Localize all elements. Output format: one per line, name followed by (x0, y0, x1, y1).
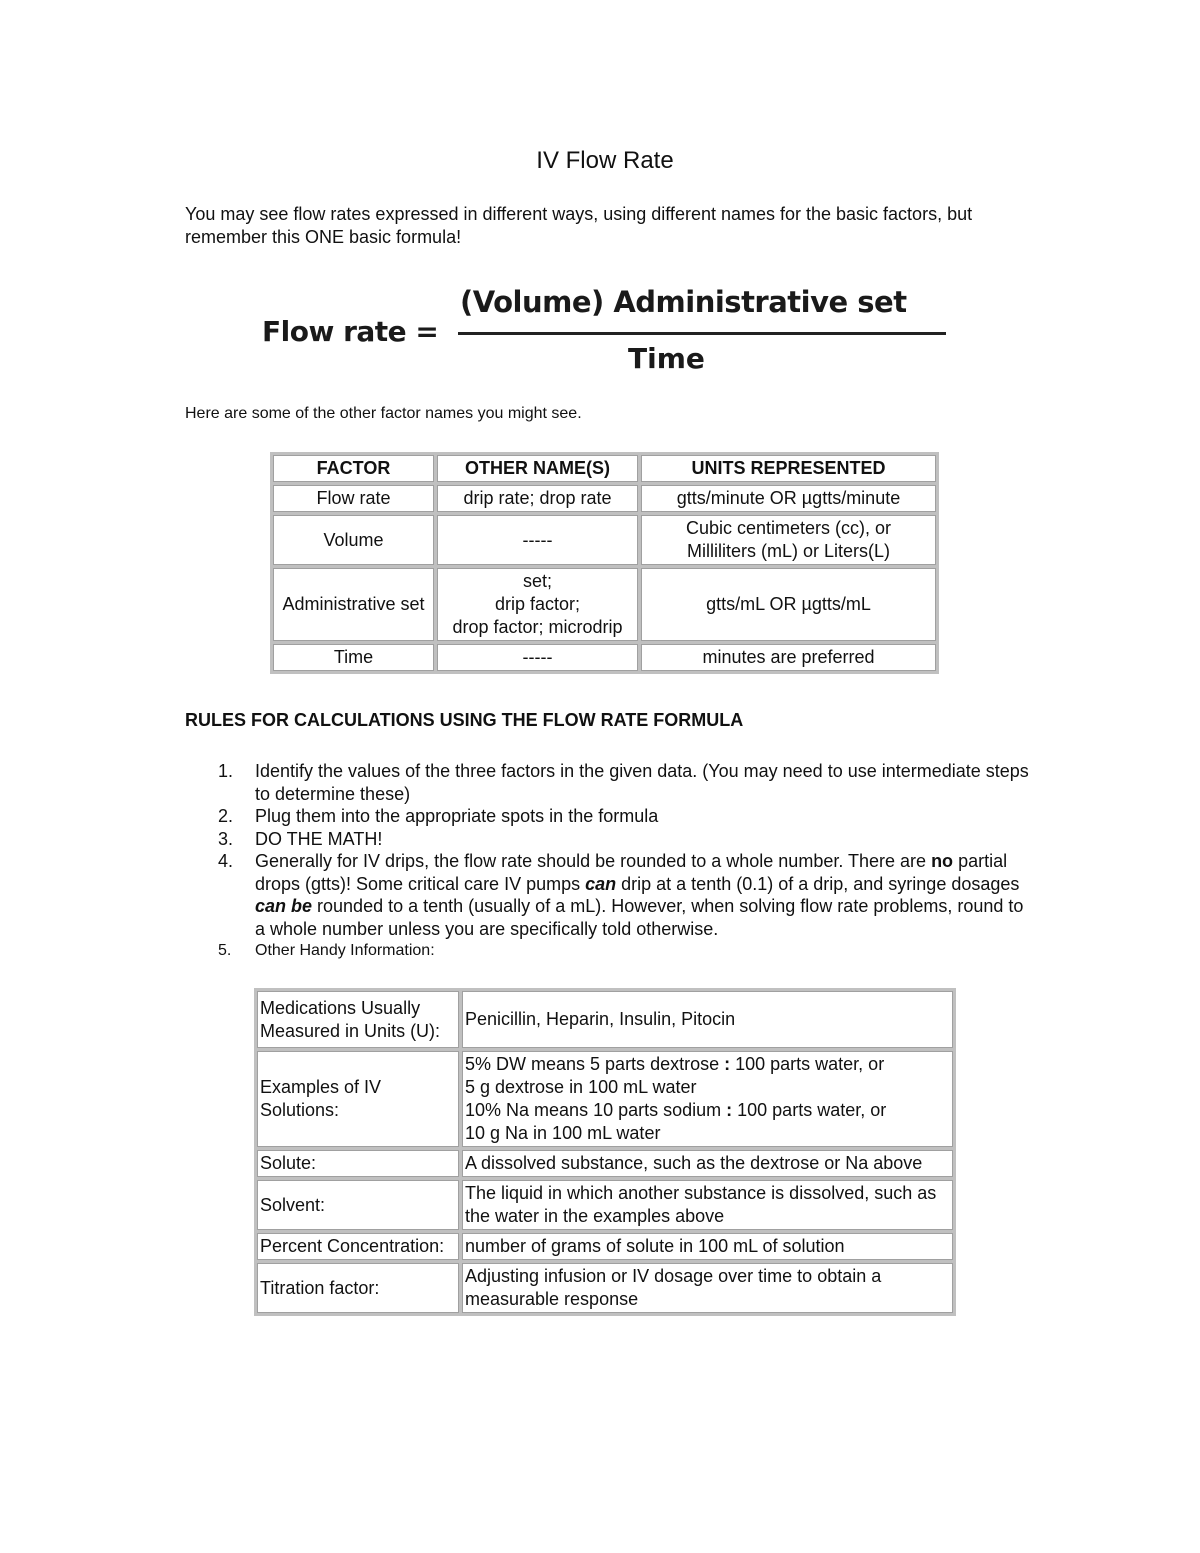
factor-names-lead: Here are some of the other factor names you might see. (185, 405, 582, 422)
formula-denominator: Time (628, 342, 705, 375)
info-key: Titration factor: (257, 1263, 459, 1313)
factor-cell: Time (273, 644, 434, 671)
other-names-cell (437, 568, 638, 641)
rule-text: partial drops (gtts)! Some critical care IV pumps (255, 851, 1008, 894)
other-names-header: OTHER NAME(S) (437, 455, 638, 482)
rule-text: drip at a tenth (0.1) of a drip, and syringe dosages (616, 873, 1020, 894)
factor-cell: Volume (273, 515, 434, 565)
table-row (257, 1051, 953, 1147)
factor-table (270, 452, 939, 674)
rule-emphasis: no (931, 851, 954, 871)
list-number: 4. (218, 851, 234, 871)
formula-numerator: (Volume) Administrative set (460, 285, 907, 319)
formula-fraction-bar (458, 332, 946, 335)
table-row (273, 515, 936, 565)
list-item (185, 940, 1035, 963)
info-key: Examples of IV Solutions: (257, 1051, 459, 1147)
other-names-cell: drip rate; drop rate (437, 485, 638, 512)
handy-info-table (254, 988, 956, 1316)
factor-cell: Flow rate (273, 485, 434, 512)
rule-emphasis: can (585, 873, 617, 894)
table-row (257, 1233, 953, 1260)
other-names-cell: ----- (437, 515, 638, 565)
rule-emphasis: can be (255, 896, 313, 916)
info-value: Adjusting infusion or IV dosage over time to obtain a measurable response (462, 1263, 953, 1313)
flow-rate-formula (262, 285, 962, 385)
units-cell: gtts/mL OR µgtts/mL (641, 568, 936, 641)
list-number: 1. (218, 761, 234, 781)
rule-text: Identify the values of the three factors in the given data. (You may need to use intermediate steps to determine these) (255, 761, 1029, 804)
table-row (273, 568, 936, 641)
info-value (462, 1051, 953, 1147)
info-line: 5% DW means 5 parts dextrose : 100 parts water, or (465, 1054, 885, 1074)
info-key: Solvent: (257, 1180, 459, 1230)
list-item (185, 850, 1035, 940)
list-number: 5. (218, 942, 232, 959)
table-row (257, 1150, 953, 1177)
info-line: 5 g dextrose in 100 mL water (465, 1077, 697, 1097)
units-line: Milliliters (mL) or Liters(L) (686, 541, 890, 561)
formula-lhs: Flow rate = (262, 315, 439, 348)
info-value: The liquid in which another substance is dissolved, such as the water in the examples above (462, 1180, 953, 1230)
units-cell: gtts/minute OR µgtts/minute (641, 485, 936, 512)
list-number: 2. (218, 806, 234, 826)
list-item (185, 805, 1035, 828)
intro-paragraph: You may see flow rates expressed in different ways, using different names for the basic factors, but remember this ONE basic formula! (185, 204, 973, 247)
factor-table-header-row (273, 455, 936, 482)
table-row (257, 1263, 953, 1313)
factor-cell: Administrative set (273, 568, 434, 641)
rule-text: Generally for IV drips, the flow rate should be rounded to a whole number. There are (255, 851, 932, 871)
table-row (273, 644, 936, 671)
list-number: 3. (218, 828, 234, 849)
rule-text: DO THE MATH! (255, 828, 383, 849)
table-row (273, 485, 936, 512)
info-key: Medications Usually Measured in Units (U): (257, 991, 459, 1048)
units-line: Cubic centimeters (cc), or (685, 518, 892, 538)
info-line: 10% Na means 10 parts sodium : 100 parts water, or (465, 1100, 887, 1120)
other-names-cell: ----- (437, 644, 638, 671)
rules-heading: RULES FOR CALCULATIONS USING THE FLOW RATE FORMULA (185, 710, 744, 730)
other-names-line: drip factor; (494, 594, 581, 614)
info-value: number of grams of solute in 100 mL of solution (462, 1233, 953, 1260)
rule-text: Other Handy Information: (255, 942, 435, 959)
info-key: Percent Concentration: (257, 1233, 459, 1260)
rules-list (185, 760, 1035, 963)
rule-text: rounded to a tenth (usually of a mL). However, when solving flow rate problems, round to a whole number unless you are specifically told otherwise. (255, 896, 1024, 939)
info-value: A dissolved substance, such as the dextrose or Na above (462, 1150, 953, 1177)
other-names-line: set; (522, 571, 552, 591)
list-item (185, 760, 1035, 805)
units-header: UNITS REPRESENTED (641, 455, 936, 482)
info-value: Penicillin, Heparin, Insulin, Pitocin (462, 991, 953, 1048)
table-row (257, 991, 953, 1048)
units-cell: minutes are preferred (641, 644, 936, 671)
page-title: IV Flow Rate (536, 147, 674, 174)
rule-text: Plug them into the appropriate spots in the formula (255, 806, 659, 826)
info-key: Solute: (257, 1150, 459, 1177)
units-cell (641, 515, 936, 565)
factor-header: FACTOR (273, 455, 434, 482)
table-row (257, 1180, 953, 1230)
list-item (185, 828, 1035, 851)
info-line: 10 g Na in 100 mL water (465, 1123, 661, 1143)
other-names-line: drop factor; microdrip (452, 617, 623, 637)
